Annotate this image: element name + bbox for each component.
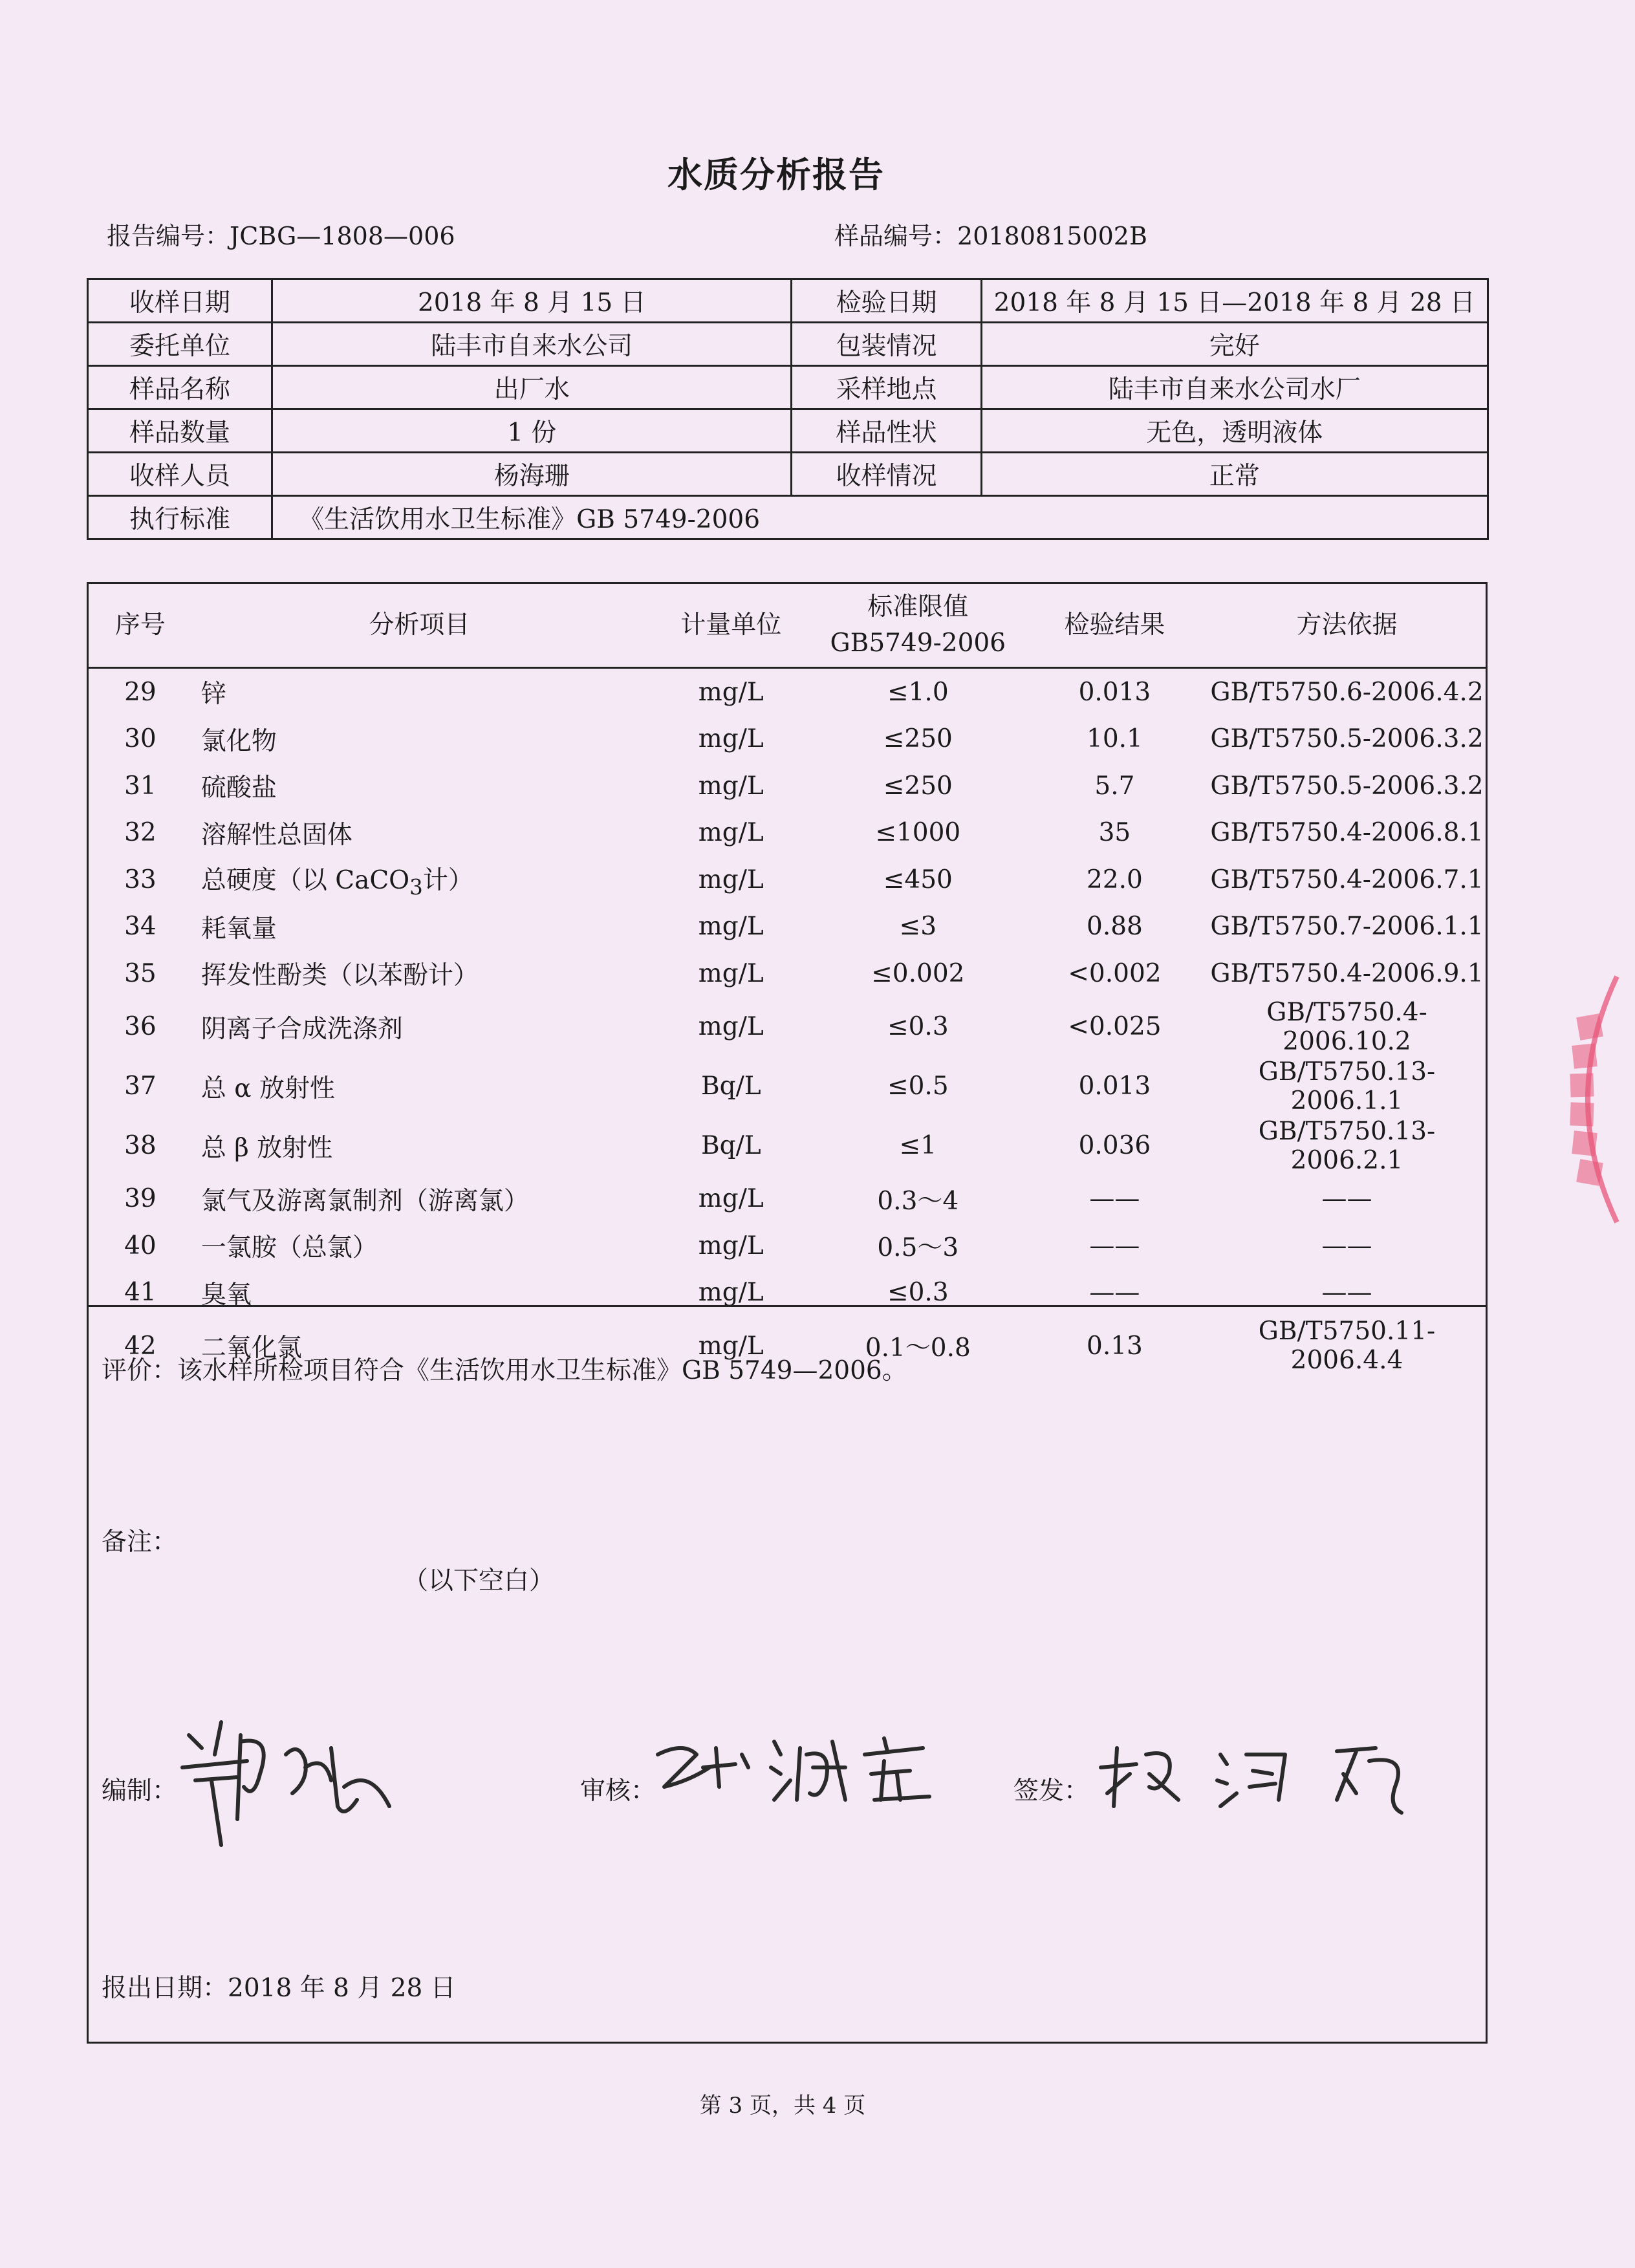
row-unit: mg/L (698, 771, 764, 801)
table-row (89, 716, 1486, 763)
table-row (89, 762, 1486, 810)
info-label: 包装情况 (792, 323, 981, 366)
row-limit: ≤450 (883, 865, 953, 894)
row-limit: ≤250 (883, 724, 953, 754)
info-label: 收样日期 (88, 279, 272, 323)
header-limit-line1: 标准限值 (867, 592, 969, 621)
row-limit: ≤3 (899, 912, 937, 942)
info-label: 样品数量 (88, 409, 272, 453)
row-limit: ≤0.3 (887, 1278, 949, 1308)
row-result: 10.1 (1087, 724, 1143, 754)
info-value: 陆丰市自来水公司水厂 (981, 366, 1488, 409)
row-unit: mg/L (698, 1278, 764, 1308)
row-unit: Bq/L (700, 1072, 761, 1101)
row-result: —— (1089, 1184, 1140, 1214)
info-value: 2018 年 8 月 15 日—2018 年 8 月 28 日 (981, 279, 1488, 323)
row-item: 挥发性酚类（以苯酚计） (200, 961, 479, 991)
info-value: 出厂水 (272, 366, 792, 409)
table-row (89, 1116, 1486, 1176)
row-item-post: 计） (422, 865, 473, 895)
row-unit: mg/L (698, 912, 764, 942)
row-limit: ≤1 (899, 1131, 937, 1160)
row-unit: mg/L (698, 865, 764, 894)
row-unit: mg/L (698, 677, 764, 707)
row-item: 锌 (200, 680, 226, 709)
row-no: 42 (124, 1331, 157, 1361)
row-result: 5.7 (1094, 771, 1135, 801)
info-value: 1 份 (272, 409, 792, 453)
results-table (89, 584, 1486, 1376)
row-limit: 0.5～3 (877, 1233, 959, 1263)
row-item: 硫酸盐 (200, 773, 277, 803)
row-method: GB/T5750.4-2006.10.2 (1266, 997, 1427, 1056)
row-item: 臭氧 (200, 1280, 252, 1310)
info-label: 样品名称 (88, 366, 272, 409)
row-method: GB/T5750.13-2006.2.1 (1258, 1116, 1436, 1175)
info-value: 正常 (981, 453, 1488, 496)
info-row (88, 409, 1488, 453)
info-value: 完好 (981, 323, 1488, 366)
row-method: GB/T5750.5-2006.3.2 (1210, 771, 1484, 801)
header-limit (815, 584, 1021, 668)
table-row (89, 997, 1486, 1057)
row-limit: 0.3～4 (877, 1186, 959, 1216)
inspection-seal-stamp (1533, 970, 1630, 1229)
info-label: 收样情况 (792, 453, 981, 496)
info-row-standard (88, 496, 1488, 539)
row-limit: ≤1.0 (887, 677, 949, 707)
row-limit: ≤0.3 (887, 1012, 949, 1041)
sample-number-label: 样品编号： (834, 222, 958, 250)
row-limit: ≤0.002 (871, 958, 965, 988)
row-item: 二氧化氯 (200, 1334, 302, 1363)
info-value: 陆丰市自来水公司 (272, 323, 792, 366)
info-label: 收样人员 (88, 453, 272, 496)
row-item: 总 β 放射性 (200, 1133, 333, 1163)
row-method: —— (1321, 1231, 1372, 1260)
header-unit: 计量单位 (647, 584, 815, 668)
row-no: 38 (124, 1131, 157, 1160)
table-row (89, 856, 1486, 903)
compiled-by-label: 编制： (102, 1777, 178, 1806)
info-row (88, 453, 1488, 496)
row-result: <0.025 (1068, 1012, 1162, 1041)
row-item: 耗氧量 (200, 914, 277, 944)
header-method: 方法依据 (1208, 584, 1486, 668)
table-row (89, 810, 1486, 857)
row-limit: 0.1～0.8 (865, 1334, 971, 1363)
issued-by-label: 签发： (1013, 1777, 1090, 1806)
results-box (87, 582, 1488, 2044)
row-limit: ≤0.5 (887, 1072, 949, 1101)
header-item: 分析项目 (192, 584, 647, 668)
blank-note: （以下空白） (403, 1566, 555, 1595)
row-item: 总 α 放射性 (200, 1074, 335, 1103)
table-row (89, 1269, 1486, 1317)
standard-value: 《生活饮用水卫生标准》GB 5749-2006 (272, 496, 1488, 539)
row-method: GB/T5750.4-2006.7.1 (1210, 865, 1484, 894)
sample-number-value: 20180815002B (957, 222, 1147, 250)
row-no: 33 (124, 865, 157, 894)
row-result: 22.0 (1087, 865, 1143, 894)
row-unit: mg/L (698, 958, 764, 988)
info-value: 杨海珊 (272, 453, 792, 496)
table-row (89, 1057, 1486, 1116)
info-row (88, 279, 1488, 323)
report-number-label: 报告编号： (107, 222, 230, 250)
row-result: 0.013 (1078, 1072, 1151, 1101)
row-method: GB/T5750.5-2006.3.2 (1210, 724, 1484, 754)
row-item: 一氯胺（总氯） (200, 1233, 378, 1263)
header-no: 序号 (89, 584, 192, 668)
row-result: 0.13 (1087, 1331, 1143, 1361)
row-unit: mg/L (698, 724, 764, 754)
row-result: 0.036 (1078, 1131, 1151, 1160)
reviewed-signature (651, 1729, 988, 1813)
sample-number (834, 216, 1147, 252)
row-no: 35 (124, 958, 157, 988)
reviewed-by-label: 审核： (580, 1777, 656, 1806)
row-no: 29 (124, 677, 157, 707)
report-title: 水质分析报告 (667, 155, 885, 195)
row-no: 36 (124, 1012, 157, 1041)
row-no: 39 (124, 1184, 157, 1214)
row-item: 氯气及游离氯制剂（游离氯） (200, 1186, 529, 1216)
header-limit-line2: GB5749-2006 (830, 629, 1006, 658)
row-result: 35 (1098, 818, 1131, 848)
remarks-label: 备注： (102, 1528, 178, 1557)
row-no: 31 (124, 771, 157, 801)
table-row (89, 903, 1486, 951)
row-no: 41 (124, 1278, 157, 1308)
row-no: 30 (124, 724, 157, 754)
row-result: 0.013 (1078, 677, 1151, 707)
row-no: 34 (124, 912, 157, 942)
row-method: GB/T5750.4-2006.8.1 (1210, 818, 1484, 848)
row-no: 40 (124, 1231, 157, 1260)
info-row (88, 366, 1488, 409)
row-method: —— (1321, 1278, 1372, 1308)
row-no: 32 (124, 818, 157, 848)
issued-signature (1098, 1735, 1421, 1826)
evaluation-text: 评价：该水样所检项目符合《生活饮用水卫生标准》GB 5749—2006。 (102, 1356, 907, 1385)
row-item-subscript: 3 (409, 874, 423, 900)
row-unit: mg/L (698, 1184, 764, 1214)
header-result: 检验结果 (1021, 584, 1208, 668)
table-row (89, 1222, 1486, 1269)
info-label: 采样地点 (792, 366, 981, 409)
info-label: 委托单位 (88, 323, 272, 366)
info-value: 无色，透明液体 (981, 409, 1488, 453)
results-header-row (89, 584, 1486, 668)
row-method: GB/T5750.4-2006.9.1 (1210, 958, 1484, 988)
info-value: 2018 年 8 月 15 日 (272, 279, 792, 323)
row-item-pre: 总硬度（以 CaCO (200, 865, 410, 895)
row-item (192, 856, 647, 903)
row-unit: mg/L (698, 1231, 764, 1260)
row-method: GB/T5750.11-2006.4.4 (1258, 1317, 1436, 1375)
report-number (107, 216, 455, 252)
standard-label: 执行标准 (88, 496, 272, 539)
row-result: 0.88 (1087, 912, 1143, 942)
row-result: <0.002 (1068, 958, 1162, 988)
row-item: 阴离子合成洗涤剂 (200, 1014, 403, 1044)
row-method: GB/T5750.7-2006.1.1 (1210, 912, 1484, 942)
issue-date: 报出日期：2018 年 8 月 28 日 (102, 1974, 456, 2003)
section-divider (89, 1305, 1486, 1307)
row-unit: mg/L (698, 1012, 764, 1041)
row-item: 溶解性总固体 (200, 820, 352, 850)
info-label: 样品性状 (792, 409, 981, 453)
compiled-signature (176, 1709, 409, 1858)
row-unit: mg/L (698, 818, 764, 848)
table-row (89, 1176, 1486, 1223)
sample-info-table (87, 278, 1489, 540)
report-number-value: JCBG—1808—006 (230, 222, 455, 250)
row-limit: ≤1000 (875, 818, 961, 848)
row-result: —— (1089, 1231, 1140, 1260)
info-label: 检验日期 (792, 279, 981, 323)
page-number: 第 3 页，共 4 页 (699, 2093, 866, 2119)
table-row (89, 950, 1486, 997)
row-method: GB/T5750.13-2006.1.1 (1258, 1057, 1436, 1116)
row-limit: ≤250 (883, 771, 953, 801)
row-result: —— (1089, 1278, 1140, 1308)
row-method: GB/T5750.6-2006.4.2 (1210, 677, 1484, 707)
table-row (89, 668, 1486, 716)
row-method: —— (1321, 1184, 1372, 1214)
row-no: 37 (124, 1072, 157, 1101)
row-unit: Bq/L (700, 1131, 761, 1160)
row-item: 氯化物 (200, 726, 277, 756)
info-row (88, 323, 1488, 366)
row-unit: mg/L (698, 1331, 764, 1361)
